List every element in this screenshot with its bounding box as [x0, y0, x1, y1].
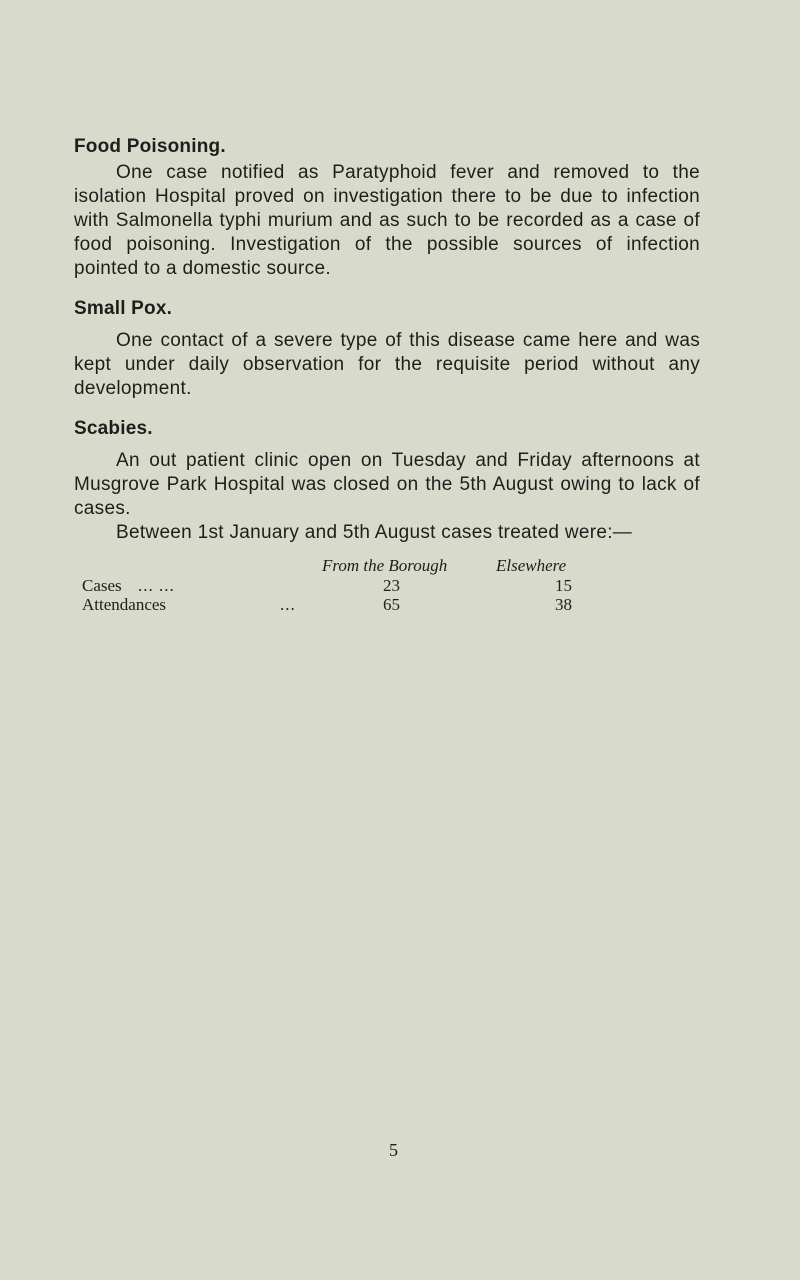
paragraph-scabies-text: An out patient clinic open on Tuesday and Friday afternoons at Musgrove Park Hospital was closed on the 5th August owing to lack of cases.	[74, 450, 700, 519]
heading-small-pox: Small Pox.	[74, 298, 173, 319]
heading-scabies: Scabies.	[74, 418, 153, 439]
cell-cases-borough: 23	[383, 576, 400, 595]
row-leader-cases: ... ...	[138, 576, 175, 595]
paragraph-food-poisoning	[74, 161, 700, 281]
paragraph-scabies	[74, 449, 700, 521]
paragraph-small-pox-text: One contact of a severe type of this disease came here and was kept under daily observation for the requisite period without any development.	[74, 330, 700, 399]
paragraph-small-pox	[74, 329, 700, 401]
column-header-borough: From the Borough	[322, 556, 448, 575]
paragraph-food-poisoning-text: One case notified as Paratyphoid fever and removed to the isolation Hospital proved on investigation there to be due to infection with Salmonella typhi murium and as such to be recorded as a case of food poisoning. Investigation of the possible sources of infection pointed to a domestic source.	[74, 162, 700, 279]
heading-food-poisoning: Food Poisoning.	[74, 136, 226, 157]
column-header-elsewhere: Elsewhere	[496, 556, 567, 575]
cell-attendances-borough: 65	[383, 595, 400, 614]
summary-line: Between 1st January and 5th August cases treated were:—	[116, 522, 633, 543]
cases-table	[82, 556, 602, 616]
row-label-cases: Cases	[82, 576, 122, 595]
row-label-attendances: Attendances	[82, 595, 167, 614]
row-leader-attendances: ...	[280, 595, 296, 614]
cell-attendances-elsewhere: 38	[555, 595, 572, 614]
cell-cases-elsewhere: 15	[555, 576, 572, 595]
page-number: 5	[389, 1140, 398, 1160]
